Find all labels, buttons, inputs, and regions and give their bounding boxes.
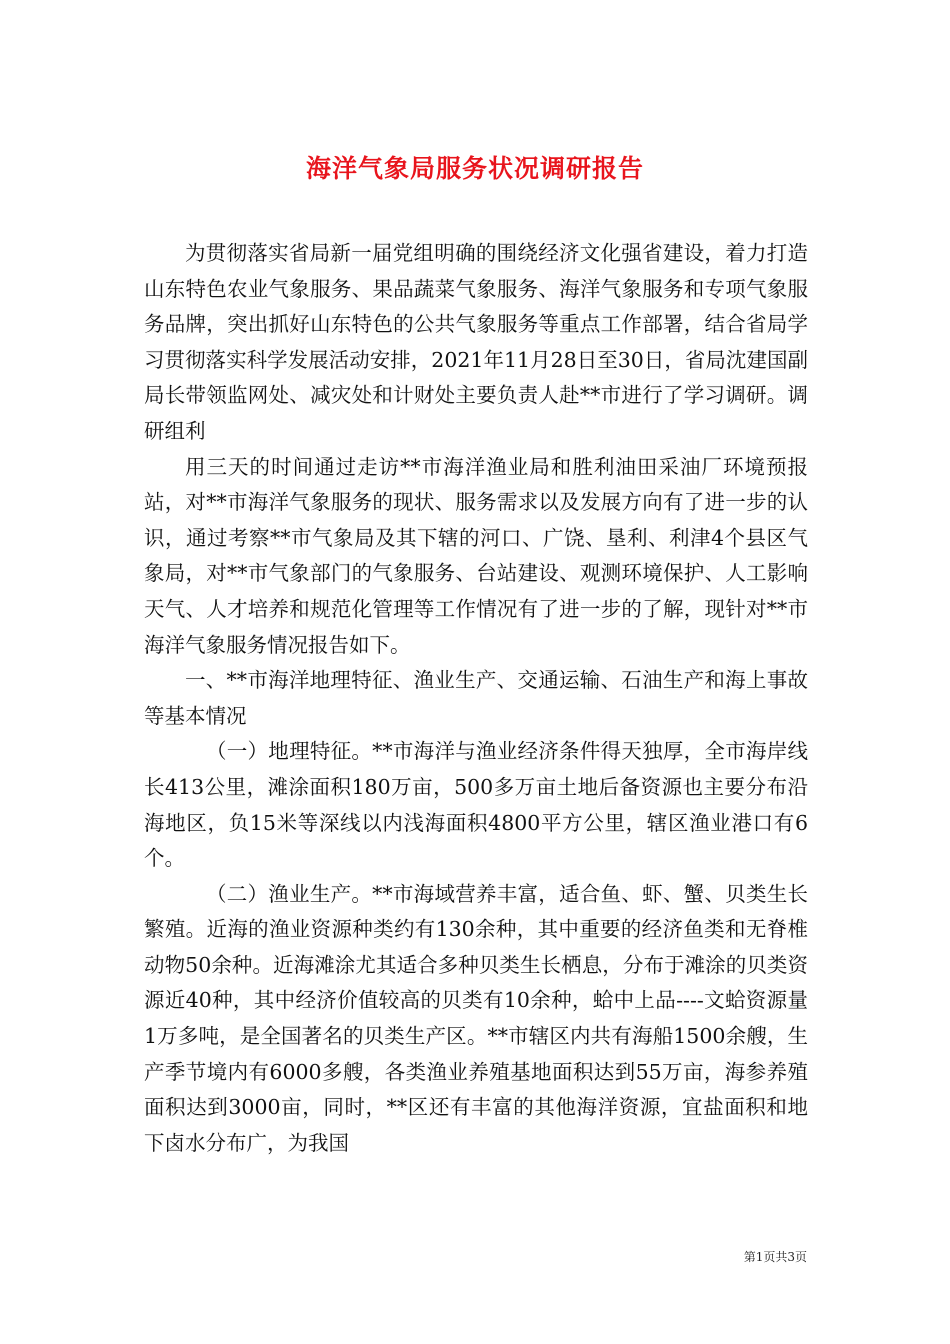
paragraph-investigation: 用三天的时间通过走访**市海洋渔业局和胜利油田采油厂环境预报站，对**市海洋气象服务的现状、服务需求以及发展方向有了进一步的认识，通过考察**市气象局及其下辖的河口、广饶、垦利、利津4个县区气象局，对**市气象部门的气象服务、台站建设、观测环境保护、人工影响天气、人才培养和规范化管理等工作情况有了进一步的了解，现针对**市海洋气象服务情况报告如下。 [144, 454, 808, 657]
document-body [144, 236, 808, 1161]
page-title: 海洋气象局服务状况调研报告 [305, 153, 644, 183]
paragraph-intro: 为贯彻落实省局新一届党组明确的围绕经济文化强省建设，着力打造山东特色农业气象服务、果品蔬菜气象服务、海洋气象服务和专项气象服务品牌，突出抓好山东特色的公共气象服务等重点工作部署，结合省局学习贯彻落实科学发展活动安排，2021年11月28日至30日，省局沈建国副局长带领监网处、减灾处和计财处主要负责人赴**市进行了学习调研。调研组利 [144, 241, 808, 443]
page-number: 第1页共3页 [743, 1250, 807, 1264]
section-heading-basic-situation: 一、**市海洋地理特征、渔业生产、交通运输、石油生产和海上事故等基本情况 [144, 668, 808, 728]
paragraph-geography: （一）地理特征。**市海洋与渔业经济条件得天独厚，全市海岸线长413公里，滩涂面积180万亩，500多万亩土地后备资源也主要分布沿海地区，负15米等深线以内浅海面积4800平方公里，辖区渔业港口有6个。 [144, 739, 808, 871]
paragraph-fishery: （二）渔业生产。**市海域营养丰富，适合鱼、虾、蟹、贝类生长繁殖。近海的渔业资源种类约有130余种，其中重要的经济鱼类和无脊椎动物50余种。近海滩涂尤其适合多种贝类生长栖息，分布于滩涂的贝类资源近40种，其中经济价值较高的贝类有10余种，蛤中上品----文蛤资源量1万多吨，是全国著名的贝类生产区。**市辖区内共有海船1500余艘，生产季节境内有6000多艘，各类渔业养殖基地面积达到55万亩，海参养殖面积达到3000亩，同时，**区还有丰富的其他海洋资源，宜盐面积和地下卤水分布广，为我国 [144, 881, 808, 1155]
